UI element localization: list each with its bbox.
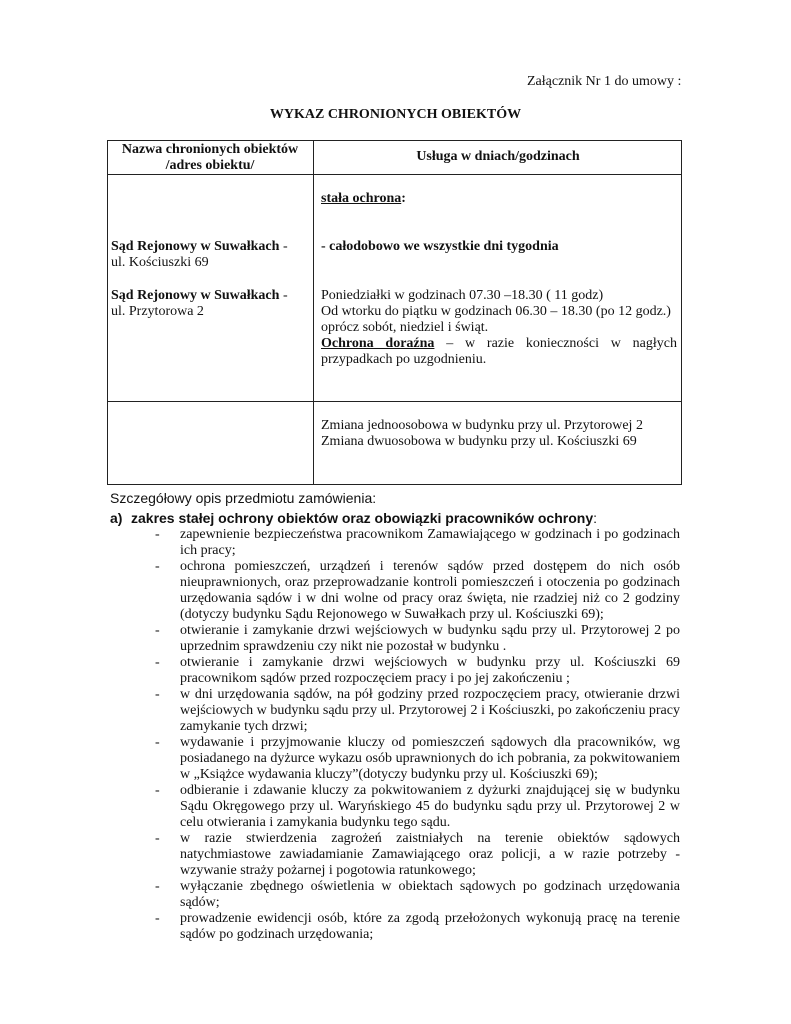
list-item: [155, 783, 680, 831]
list-item-text: wydawanie i przyjmowanie kluczy od pomieszczeń sądowych dla pracowników, wg posiadanego na dyżurce wykazu osób uprawnionych do ich pobrania, za pokwitowaniem w „Książce wydawania kluczy”(dotyczy budynku przy ul. Kościuszki 69);: [180, 735, 680, 782]
bullet-dash: -: [155, 879, 160, 894]
hours-line: Od wtorku do piątku w godzinach 06.30 – 18.30 (po 12 godz.): [321, 304, 671, 319]
adhoc-label: Ochrona doraźna: [321, 336, 435, 351]
list-item-text: w razie stwierdzenia zagrożeń zaistniałych na terenie obiektów sądowych natychmiastowe zawiadamianie Zamawiającego oraz policji, a w razie potrzeby - wzywanie straży pożarnej i pogotowia ratunkowego;: [180, 831, 680, 878]
site-separator: -: [279, 288, 288, 303]
shift-line: Zmiana jednoosobowa w budynku przy ul. Przytorowej 2: [321, 418, 643, 433]
header-line: Nazwa chronionych obiektów: [121, 142, 299, 157]
bullet-dash: -: [155, 623, 160, 638]
annex-reference: Załącznik Nr 1 do umowy :: [527, 74, 682, 89]
site-name: Sąd Rejonowy w Suwałkach: [111, 239, 280, 254]
section-a-heading: [110, 510, 597, 526]
list-item: [155, 735, 680, 783]
details-intro: Szczegółowy opis przedmiotu zamówienia:: [110, 490, 377, 506]
document-title: WYKAZ CHRONIONYCH OBIEKTÓW: [269, 107, 522, 122]
list-item-text: zapewnienie bezpieczeństwa pracownikom Zamawiającego w godzinach i po godzinach ich pracy;: [180, 527, 680, 558]
hours-line: oprócz sobót, niedziel i świąt.: [321, 320, 489, 335]
table-header-divider: [107, 174, 682, 175]
bullet-dash: -: [155, 655, 160, 670]
site-address: ul. Kościuszki 69: [111, 255, 209, 270]
shift-block: [321, 418, 677, 450]
list-item: [155, 527, 680, 559]
table-header-service: Usługa w dniach/godzinach: [416, 149, 580, 164]
header-line: /adres obiektu/: [165, 158, 255, 173]
table-column-divider: [313, 140, 314, 485]
list-item-text: otwieranie i zamykanie drzwi wejściowych w budynku przy ul. Kościuszki 69 pracownikom sądów przed rozpoczęciem pracy i po jej zakończeniu ;: [180, 655, 680, 686]
table-row-divider: [107, 401, 682, 402]
site-1: [111, 239, 309, 271]
bullet-dash: -: [155, 831, 160, 846]
list-item: [155, 911, 680, 943]
duties-list: [155, 527, 680, 943]
list-item-text: w dni urzędowania sądów, na pół godziny przed rozpoczęciem pracy, otwieranie drzwi wejściowych w budynku sądu przy ul. Przytorowej 2 i Kościuszki, po zakończeniu pracy zamykanie tych drzwi;: [180, 687, 680, 734]
allday-line: [321, 239, 677, 255]
site-address: ul. Przytorowa 2: [111, 304, 204, 319]
permanent-label-text: stała ochrona: [321, 191, 402, 206]
list-item: [155, 623, 680, 655]
list-item: [155, 655, 680, 687]
list-item-text: prowadzenie ewidencji osób, które za zgodą przełożonych wykonują pracę na terenie sądów po godzinach urzędowania;: [180, 911, 680, 942]
adhoc-protection: [321, 336, 677, 368]
bullet-dash: -: [155, 911, 160, 926]
bullet-dash: -: [155, 527, 160, 542]
list-item-text: odbieranie i zdawanie kluczy za pokwitowaniem z dyżurki znajdującej się w budynku Sądu Okręgowego przy ul. Waryńskiego 45 do budynku sądu przy ul. Przytorowej 2 w celu otwierania i zamykania budynku tego sądu.: [180, 783, 680, 830]
shift-line: Zmiana dwuosobowa w budynku przy ul. Kościuszki 69: [321, 434, 637, 449]
allday-text: - całodobowo we wszystkie dni tygodnia: [321, 239, 559, 254]
list-item-text: otwieranie i zamykanie drzwi wejściowych w budynku sądu przy ul. Przytorowej 2 po uprzednim sprawdzeniu czy nikt nie pozostał w budynku .: [180, 623, 680, 654]
list-item-text: ochrona pomieszczeń, urządzeń i terenów sądów przed dostępem do nich osób nieuprawnionych, oraz przeprowadzanie kontroli pomieszczeń i otoczenia po godzinach urzędowania sądów i w dni wolne od pracy oraz święta, nie rzadziej niż co 2 godziny (dotyczy budynku Sądu Rejonowego w Suwałkach przy ul. Kościuszki 69);: [180, 559, 680, 622]
adhoc-text: – w razie konieczności w nagłych przypadkach po uzgodnieniu.: [321, 336, 677, 367]
list-item-text: wyłączanie zbędnego oświetlenia w obiektach sądowych po godzinach urzędowania sądów;: [180, 879, 680, 910]
section-title: zakres stałej ochrony obiektów oraz obowiązki pracowników ochrony: [131, 510, 594, 526]
hours-line: Poniedziałki w godzinach 07.30 –18.30 ( 11 godz): [321, 288, 604, 303]
list-item: [155, 687, 680, 735]
bullet-dash: -: [155, 783, 160, 798]
site-name: Sąd Rejonowy w Suwałkach: [111, 288, 280, 303]
section-title-colon: :: [593, 510, 597, 526]
bullet-dash: -: [155, 559, 160, 574]
table-header-object-name: [107, 142, 313, 174]
permanent-label-colon: :: [401, 191, 406, 206]
list-item: [155, 831, 680, 879]
permanent-protection-label: [321, 191, 677, 207]
list-item: [155, 559, 680, 623]
section-label: a): [110, 510, 123, 526]
bullet-dash: -: [155, 735, 160, 750]
bullet-dash: -: [155, 687, 160, 702]
list-item: [155, 879, 680, 911]
site-separator: -: [279, 239, 288, 254]
hours-block: [321, 288, 677, 368]
site-2: [111, 288, 309, 320]
